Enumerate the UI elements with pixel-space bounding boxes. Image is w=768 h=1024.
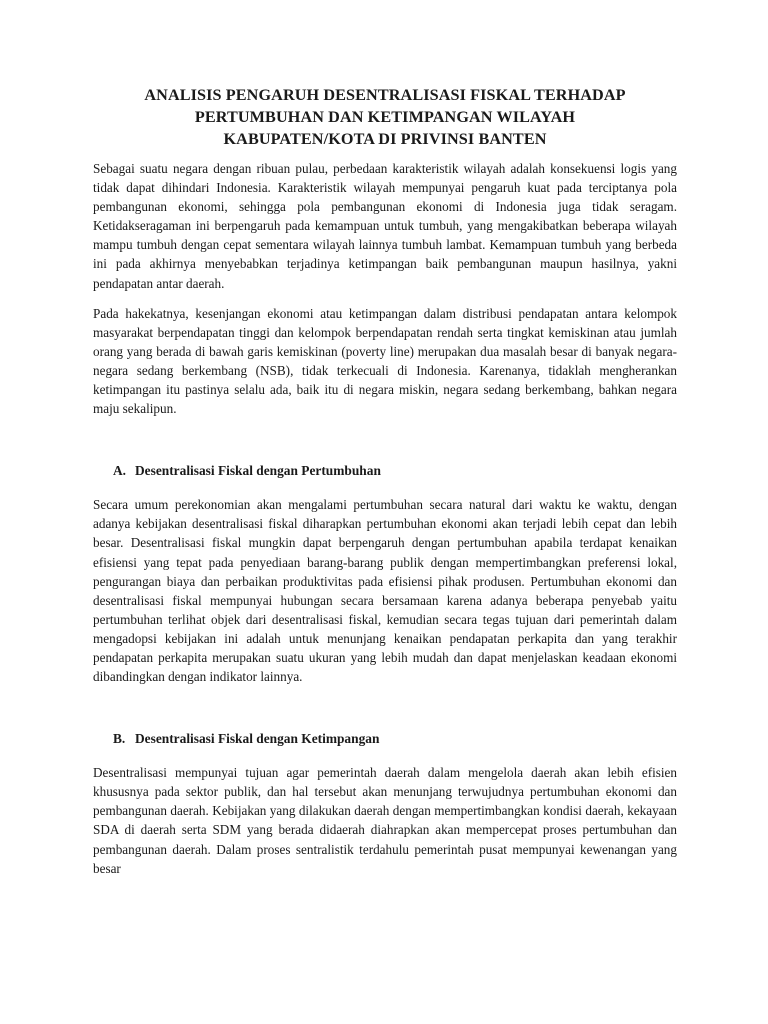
title-line-1: ANALISIS PENGARUH DESENTRALISASI FISKAL TERHADAP: [144, 86, 626, 104]
title-line-2: PERTUMBUHAN DAN KETIMPANGAN WILAYAH: [194, 108, 576, 126]
intro-paragraph-2: Pada hakekatnya, kesenjangan ekonomi atau ketimpangan dalam distribusi pendapatan antara kelompok masyarakat berpendapatan tinggi dan kelompok berpendapatan rendah serta tingkat kemiskinan atau jumlah orang yang berada di bawah garis kemiskinan (poverty line) merupakan dua masalah besar di banyak negara-negara sedang berkembang (NSB), tidak terkecuali di Indonesia. Karenanya, tidaklah mengherankan ketimpangan itu pastinya selalu ada, baik itu di negara miskin, negara sedang berkembang, bahkan negara maju sekalipun.: [93, 305, 677, 417]
document-title: [93, 84, 677, 150]
section-a-title: Desentralisasi Fiskal dengan Pertumbuhan: [135, 463, 381, 479]
section-a-paragraph: Secara umum perekonomian akan mengalami pertumbuhan secara natural dari waktu ke waktu, dengan adanya kebijakan desentralisasi fiskal diharapkan pertumbuhan ekonomi akan terjadi lebih cepat dan lebih besar. Desentralisasi fiskal mungkin dapat berpengaruh dengan pertumbuhan apabila terdapat kenaikan efisiensi yang tepat pada penyediaan barang-barang publik dengan mempertimbangkan preferensi lokal, pengurangan biaya dan perbaikan produktivitas pada efisiensi pihak produsen. Pertumbuhan ekonomi dan desentralisasi fiskal mempunyai hubungan secara bersamaan karena adanya beberapa penyebab yaitu pertumbuhan terlihat objek dari desentralisasi fiskal, kemudian secara tegas tujuan dari pemerintah dalam mengadopsi kebijakan ini adalah untuk menunjang kenaikan pendapatan perkapita dan yang terakhir pendapatan perkapita merupakan suatu ukuran yang lebih mudah dan dapat menjelaskan keadaan ekonomi dibandingkan dengan indikator lainnya.: [93, 497, 677, 685]
section-a-heading: [93, 461, 677, 480]
intro-paragraph-1: Sebagai suatu negara dengan ribuan pulau, perbedaan karakteristik wilayah adalah konsekuensi logis yang tidak dapat dihindari Indonesia. Karakteristik wilayah mempunyai pengaruh kuat pada terciptanya pola pembangunan ekonomi, sehingga pola pembangunan ekonomi di Indonesia juga tidak seragam. Ketidakseragaman ini berpengaruh pada kemampuan untuk tumbuh, yang mengakibatkan beberapa wilayah mampu tumbuh dengan cepat sementara wilayah lainnya tumbuh lambat. Kemampuan tumbuh yang berbeda ini pada akhirnya menyebabkan terjadinya ketimpangan baik pembangunan maupun hasilnya, yakni pendapatan antar daerah.: [93, 161, 677, 291]
section-b-heading: [93, 729, 677, 748]
section-b-title: Desentralisasi Fiskal dengan Ketimpangan: [135, 731, 380, 747]
spacer: [93, 429, 677, 461]
section-b-letter: B.: [113, 731, 126, 747]
section-a-letter: A.: [113, 463, 127, 479]
title-line-3: KABUPATEN/KOTA DI PRIVINSI BANTEN: [223, 130, 547, 148]
section-b-paragraph: Desentralisasi mempunyai tujuan agar pemerintah daerah dalam mengelola daerah akan lebih efisien khususnya pada sektor publik, dan hal tersebut akan menunjang terwujudnya pertumbuhan ekonomi dan pembangunan daerah. Kebijakan yang dilakukan daerah dengan mempertimbangkan kondisi daerah, kekayaan SDA di daerah serta SDM yang berada didaerah diahrapkan akan mempercepat proses pertumbuhan dan pembangunan daerah. Dalam proses sentralistik terdahulu pemerintah pusat mempunyai kewenangan yang besar: [93, 765, 677, 876]
spacer: [93, 697, 677, 729]
